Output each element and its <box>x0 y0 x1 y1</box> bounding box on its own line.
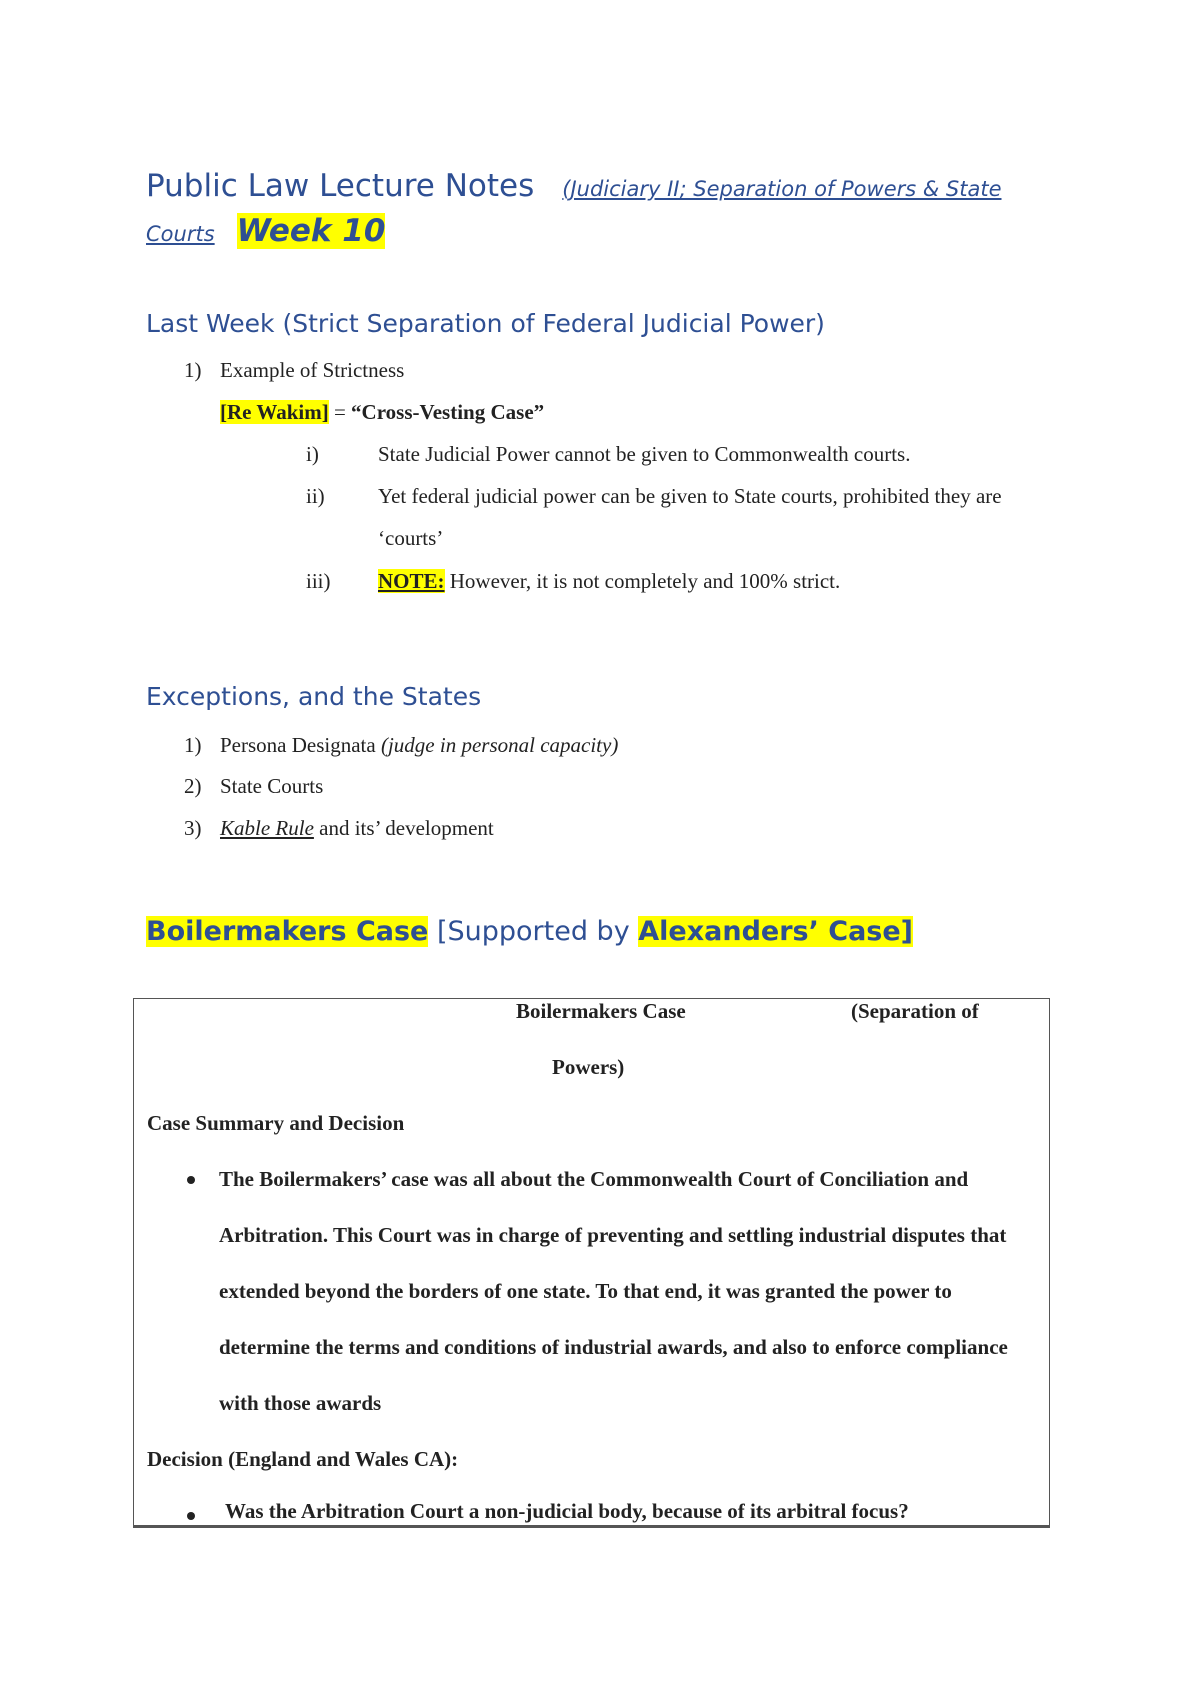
summary-paragraph: The Boilermakers’ case was all about the Commonwealth Court of Conciliation and Arbitration. This Court was in charge of preventing and settling industrial disputes that extended beyond the borders of one state. To that end, it was granted the power to determine the terms and conditions of industrial awards, and also to enforce compliance with those awards <box>219 1167 1008 1415</box>
list-number: 3) <box>184 816 202 840</box>
list-text: Example of Strictness <box>220 358 405 382</box>
decision-label: Decision (England and Wales CA): <box>147 1447 459 1471</box>
title-main: Public Law Lecture Notes <box>146 168 535 204</box>
box-title-right: (Separation of <box>851 999 979 1023</box>
bullet-icon <box>187 1512 195 1520</box>
list-text-italic: (judge in personal capacity) <box>380 733 619 757</box>
list-number: 2) <box>184 774 202 798</box>
case-summary-box <box>133 998 1050 1528</box>
kable-rule-text: Kable Rule <box>220 816 314 840</box>
title-subtitle: (Judiciary II; Separation of Powers & State Courts <box>146 177 1002 246</box>
sub-point-number: iii) <box>306 569 331 593</box>
list-number: 1) <box>184 733 202 757</box>
sub-point-text: Yet federal judicial power can be given to State courts, prohibited they are ‘courts’ <box>378 484 1002 550</box>
case-equals: = <box>328 400 352 424</box>
sub-point-number: i) <box>306 442 319 466</box>
sub-point-number: ii) <box>306 484 325 508</box>
note-text: However, it is not completely and 100% strict. <box>444 569 841 593</box>
list-text: Persona Designata <box>220 733 381 757</box>
case-name-highlight: [Re Wakim] <box>220 400 329 424</box>
decision-question: Was the Arbitration Court a non-judicial body, because of its arbitral focus? <box>225 1499 909 1523</box>
document-title <box>146 166 1066 256</box>
boilermakers-highlight: Boilermakers Case <box>146 916 429 947</box>
alexanders-highlight: Alexanders’ Case] <box>638 916 914 947</box>
heading-connector: [Supported by <box>428 916 639 947</box>
list-text: and its’ development <box>313 816 494 840</box>
exceptions-heading: Exceptions, and the States <box>146 682 482 711</box>
note-label: NOTE: <box>378 569 445 593</box>
box-title-continued: Powers) <box>552 1055 625 1079</box>
list-text: State Courts <box>220 774 324 798</box>
boilermakers-heading <box>146 916 913 947</box>
box-title: Boilermakers Case <box>516 999 686 1023</box>
list-number: 1) <box>184 358 202 382</box>
title-week-badge: Week 10 <box>236 213 386 249</box>
case-line <box>220 400 544 425</box>
case-description: “Cross-Vesting Case” <box>351 400 545 424</box>
sub-point-text: State Judicial Power cannot be given to Commonwealth courts. <box>378 442 911 466</box>
bullet-icon <box>187 1176 195 1184</box>
last-week-heading: Last Week (Strict Separation of Federal Judicial Power) <box>146 309 825 338</box>
summary-label: Case Summary and Decision <box>147 1111 405 1135</box>
sub-point-text <box>378 560 1038 602</box>
